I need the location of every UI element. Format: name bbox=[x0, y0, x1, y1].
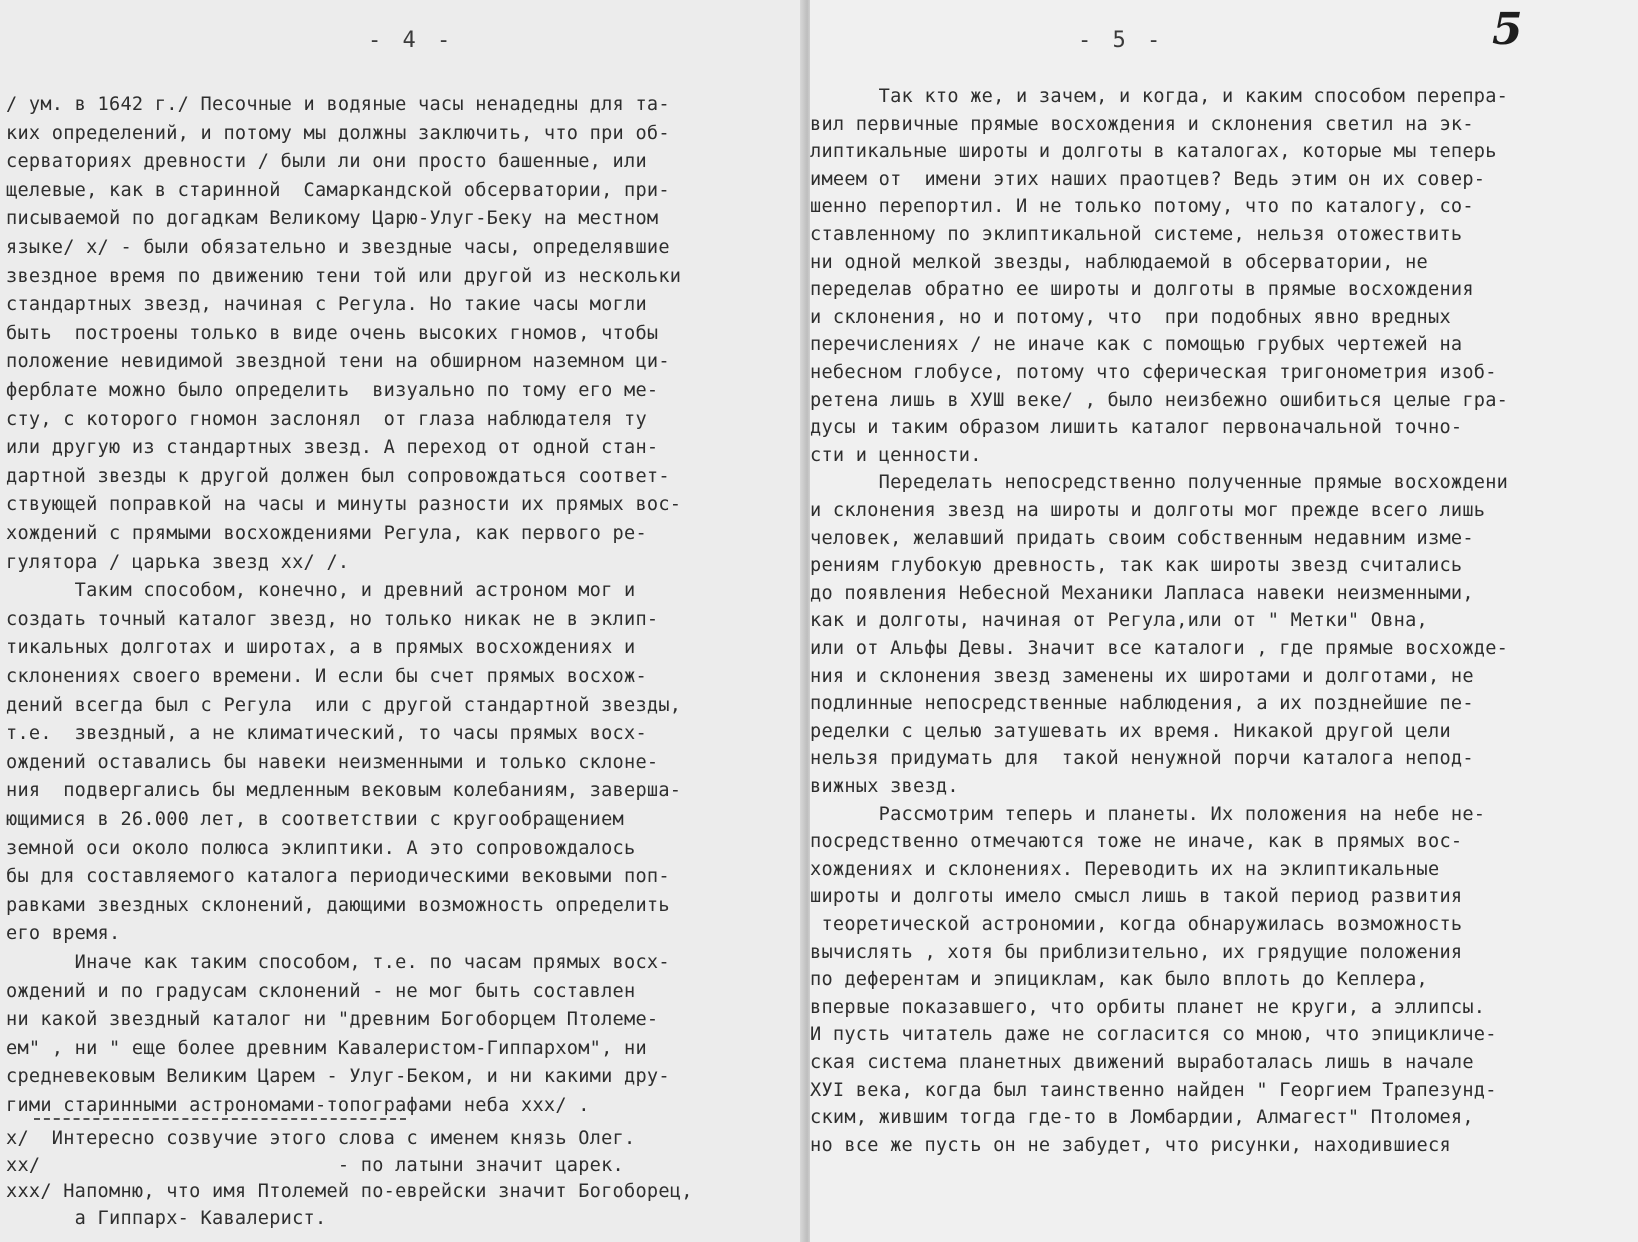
text-line: т.е. звездный, а не климатический, то часы прямых восх- bbox=[6, 723, 647, 745]
footnote-line: х/ Интересно созвучие этого слова с именем князь Олег. bbox=[6, 1128, 636, 1149]
text-line: имеем от имени этих наших праотцев? Ведь этим он их совер- bbox=[810, 168, 1486, 190]
text-line: положение невидимой звездной тени на обширном наземном ци- bbox=[6, 351, 670, 373]
text-line: ХУI века, когда был таинственно найден " Георгием Трапезунд- bbox=[810, 1079, 1497, 1101]
text-line: ких определений, и потому мы должны заключить, что при об- bbox=[6, 122, 670, 144]
text-line: создать точный каталог звезд, но только никак не в эклип- bbox=[6, 608, 659, 630]
text-line: хождений с прямыми восхождениями Регула, как первого ре- bbox=[6, 523, 647, 544]
text-line: широты и долготы имело смысл лишь в такой период развития bbox=[810, 886, 1463, 908]
text-line: писываемой по догадкам Великому Царю-Улуг-Беку на местном bbox=[6, 208, 659, 230]
text-line: земной оси около полюса эклиптики. А это сопровождалось bbox=[6, 837, 636, 859]
text-line: ния подвергались бы медленным вековым колебаниям, заверша- bbox=[6, 780, 682, 802]
text-line: рениям глубокую древность, так как широты звезд считались bbox=[810, 555, 1463, 577]
text-line: переделав обратно ее широты и долготы в прямые восхождения bbox=[810, 279, 1474, 301]
text-line: ни какой звездный каталог ни "древним Богоборцем Птолеме- bbox=[6, 1009, 659, 1031]
text-line: и склонения, но и потому, что при подобных явно вредных bbox=[810, 306, 1451, 328]
text-line: перечислениях / не иначе как с помощью грубых чертежей на bbox=[810, 334, 1463, 356]
text-line: ем" , ни " еще более древним Кавалеристом-Гиппархом", ни bbox=[6, 1037, 647, 1059]
text-line: ределки с целью затушевать их время. Никакой другой цели bbox=[810, 720, 1451, 742]
text-line: дений всегда был с Регула или с другой стандартной звезды, bbox=[6, 694, 682, 716]
text-line: липтикальные широты и долготы в каталогах, которые мы теперь bbox=[810, 141, 1497, 163]
text-line: щелевые, как в старинной Самаркандской обсерватории, при- bbox=[6, 179, 670, 201]
text-line: небесном глобусе, потому что сферическая тригонометрия изоб- bbox=[810, 362, 1497, 383]
text-line: средневековым Великим Царем - Улуг-Беком, и ни какими дру- bbox=[6, 1066, 670, 1088]
text-line: Так кто же, и зачем, и когда, и каким способом перепра- bbox=[810, 86, 1509, 107]
text-line: или другую из стандартных звезд. А переход от одной стан- bbox=[6, 437, 659, 459]
text-line: Переделать непосредственно полученные прямые восхождени bbox=[810, 472, 1509, 494]
text-line: по деферентам и эпициклам, как было вплоть до Кеплера, bbox=[810, 969, 1428, 991]
text-line: склонениях своего времени. И если бы счет прямых восхож- bbox=[6, 666, 647, 687]
text-line: И пусть читатель даже не согласится со мною, что эпицикличе- bbox=[810, 1024, 1497, 1046]
text-line: ферблате можно было определить визуально по тому его ме- bbox=[6, 380, 659, 401]
text-line: Таким способом, конечно, и древний астроном мог и bbox=[6, 580, 636, 602]
footnote-line: хх/ - по латыни значит царек. bbox=[6, 1154, 624, 1176]
text-line: человек, желавший придать своим собственным недавним изме- bbox=[810, 527, 1474, 549]
text-line: Иначе как таким способом, т.е. по часам прямых восх- bbox=[6, 952, 670, 973]
text-line: ющимися в 26.000 лет, в соответствии с кругообращением bbox=[6, 809, 624, 830]
text-line: / ум. в 1642 г./ Песочные и водяные часы ненадедны для та- bbox=[6, 94, 670, 115]
page-number-left: - 4 - bbox=[368, 28, 455, 53]
footnote-separator bbox=[34, 1118, 406, 1120]
text-line: или от Альфы Девы. Значит все каталоги , где прямые восхожде- bbox=[810, 638, 1509, 659]
text-line: шенно перепортил. И не только потому, что по каталогу, со- bbox=[810, 196, 1474, 218]
text-line: сти и ценности. bbox=[810, 444, 982, 466]
page-number-right: - 5 - bbox=[1078, 28, 1165, 53]
text-line: и склонения звезд на широты и долготы мог прежде всего лишь bbox=[810, 500, 1486, 521]
text-line: теоретической астрономии, когда обнаружилась возможность bbox=[810, 914, 1463, 935]
text-line: быть построены только в виде очень высоких гномов, чтобы bbox=[6, 322, 659, 344]
text-line: ская система планетных движений выработалась лишь в начале bbox=[810, 1052, 1474, 1073]
text-line: ни одной мелкой звезды, наблюдаемой в обсерватории, не bbox=[810, 251, 1428, 273]
text-line: ождений оставались бы навеки неизменными и только склоне- bbox=[6, 751, 659, 773]
text-line: ния и склонения звезд заменены их широтами и долготами, не bbox=[810, 665, 1474, 687]
text-line: ождений и по градусам склонений - не мог быть составлен bbox=[6, 980, 636, 1002]
text-line: посредственно отмечаются тоже не иначе, как в прямых вос- bbox=[810, 831, 1463, 853]
text-line: ским, жившим тогда где-то в Ломбардии, Алмагест" Птоломея, bbox=[810, 1107, 1474, 1129]
right-page bbox=[810, 0, 1638, 1242]
footnote-line: а Гиппарх- Кавалерист. bbox=[6, 1207, 327, 1229]
footnote-line: ххх/ Напомню, что имя Птолемей по-еврейски значит Богоборец, bbox=[6, 1181, 693, 1202]
text-line: впервые показавшего, что орбиты планет не круги, а эллипсы. bbox=[810, 996, 1486, 1018]
text-line: бы для составляемого каталога периодическими вековыми поп- bbox=[6, 866, 670, 888]
left-page bbox=[0, 0, 806, 1242]
text-line: как и долготы, начиная от Регула,или от " Метки" Овна, bbox=[810, 610, 1428, 632]
handwritten-page-number: 5 bbox=[1492, 4, 1523, 55]
text-line: равками звездных склонений, дающими возможность определить bbox=[6, 894, 670, 916]
text-line: ствующей поправкой на часы и минуты разности их прямых вос- bbox=[6, 494, 682, 516]
text-line: Рассмотрим теперь и планеты. Их положения на небе не- bbox=[810, 803, 1486, 825]
text-line: подлинные непосредственные наблюдения, а их позднейшие пе- bbox=[810, 693, 1474, 715]
text-line: гулятора / царька звезд хх/ /. bbox=[6, 551, 350, 573]
text-line: ретена лишь в ХУШ веке/ , было неизбежно ошибиться целые гра- bbox=[810, 389, 1509, 411]
text-line: тикальных долготах и широтах, а в прямых восхождениях и bbox=[6, 637, 636, 659]
text-line: до появления Небесной Механики Лапласа навеки неизменными, bbox=[810, 582, 1474, 604]
text-line: его время. bbox=[6, 923, 121, 945]
text-line: сту, с которого гномон заслонял от глаза наблюдателя ту bbox=[6, 408, 647, 430]
text-line: ставленному по эклиптикальной системе, нельзя отожествить bbox=[810, 224, 1463, 245]
text-line: дусы и таким образом лишить каталог первоначальной точно- bbox=[810, 417, 1463, 439]
text-line: вычислять , хотя бы приблизительно, их грядущие положения bbox=[810, 941, 1463, 963]
text-line: серваториях древности / были ли они просто башенные, или bbox=[6, 151, 647, 173]
text-line: стандартных звезд, начиная с Регула. Но такие часы могли bbox=[6, 294, 647, 316]
text-line: звездное время по движению тени той или другой из нескольки bbox=[6, 265, 682, 287]
text-line: хождениях и склонениях. Переводить их на эклиптикальные bbox=[810, 858, 1440, 880]
text-line: но все же пусть он не забудет, что рисунки, находившиеся bbox=[810, 1134, 1451, 1156]
text-line: нельзя придумать для такой ненужной порчи каталога непод- bbox=[810, 748, 1474, 770]
text-line: вижных звезд. bbox=[810, 776, 959, 797]
text-line: дартной звезды к другой должен был сопровождаться соответ- bbox=[6, 465, 670, 487]
text-line: вил первичные прямые восхождения и склонения светил на эк- bbox=[810, 113, 1474, 135]
text-line: языке/ х/ - были обязательно и звездные часы, определявшие bbox=[6, 237, 670, 258]
text-line: гими старинными астрономами-топографами неба ххх/ . bbox=[6, 1095, 590, 1116]
